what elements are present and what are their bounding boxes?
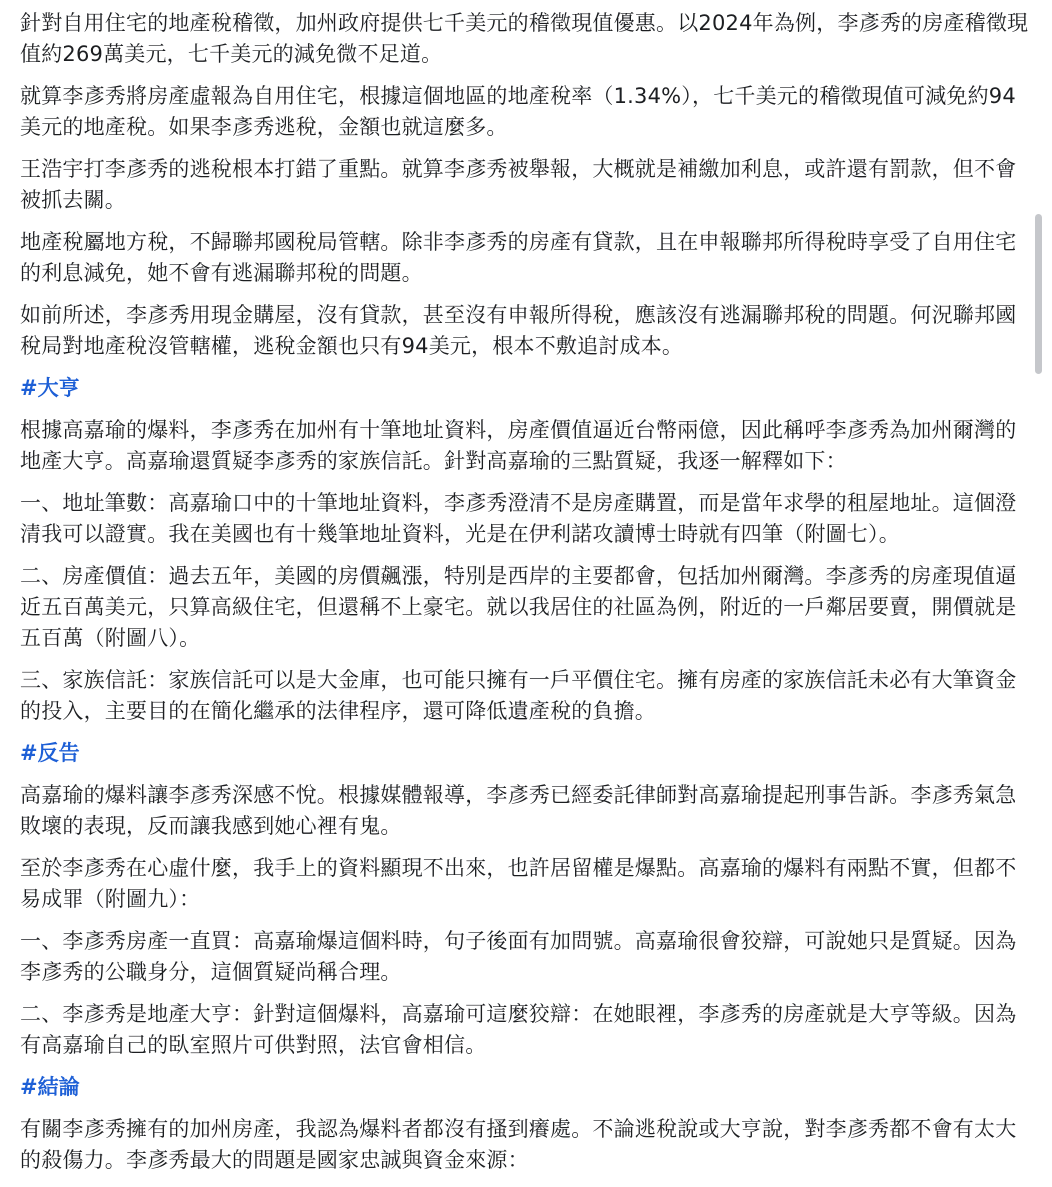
paragraph-tax-assessment: 針對自用住宅的地產稅稽徵，加州政府提供七千美元的稽徵現值優惠。以2024年為例，李彥秀的房產稽徵現值約269萬美元，七千美元的減免微不足道。: [20, 11, 1029, 66]
paragraph-cash-purchase: 如前所述，李彥秀用現金購屋，沒有貸款，甚至沒有申報所得稅，應該沒有逃漏聯邦稅的問題。何況聯邦國稅局對地產稅沒管轄權，逃稅金額也只有94美元，根本不敷追討成本。: [20, 303, 1017, 358]
paragraph-tax-rate: 就算李彥秀將房產虛報為自用住宅，根據這個地區的地產稅率（1.34%），七千美元的稽徵現值可減免約94美元的地產稅。如果李彥秀逃稅，金額也就這麼多。: [20, 84, 1016, 139]
paragraph-property-value: 二、房產價值：過去五年，美國的房價飆漲，特別是西岸的主要都會，包括加州爾灣。李彥秀的房產現值逼近五百萬美元，只算高級住宅，但還稱不上豪宅。就以我居住的社區為例，附近的一戶鄰居要賣，開價就是五百萬（附圖八）。: [20, 564, 1017, 650]
paragraph-local-tax: 地產稅屬地方稅，不歸聯邦國稅局管轄。除非李彥秀的房產有貸款，且在申報聯邦所得稅時享受了自用住宅的利息減免，她不會有逃漏聯邦稅的問題。: [20, 230, 1017, 285]
paragraph-lawsuit: 高嘉瑜的爆料讓李彥秀深感不悅。根據媒體報導，李彥秀已經委託律師對高嘉瑜提起刑事告訴。李彥秀氣急敗壞的表現，反而讓我感到她心裡有鬼。: [20, 783, 1017, 838]
hashtag-countersue[interactable]: #反告: [20, 741, 80, 765]
vertical-scrollbar-thumb[interactable]: [1035, 214, 1042, 374]
paragraph-point-two: 二、李彥秀是地產大亨：針對這個爆料，高嘉瑜可這麼狡辯：在她眼裡，李彥秀的房產就是大亨等級。因為有高嘉瑜自己的臥室照片可供對照，法官會相信。: [20, 1002, 1017, 1057]
paragraph-conclusion: 有關李彥秀擁有的加州房產，我認為爆料者都沒有搔到癢處。不論逃稅說或大亨說，對李彥秀都不會有太大的殺傷力。李彥秀最大的問題是國家忠誠與資金來源：: [20, 1117, 1017, 1172]
paragraph-tycoon-intro: 根據高嘉瑜的爆料，李彥秀在加州有十筆地址資料，房產價值逼近台幣兩億，因此稱呼李彥秀為加州爾灣的地產大亨。高嘉瑜還質疑李彥秀的家族信託。針對高嘉瑜的三點質疑，我逐一解釋如下：: [20, 418, 1017, 473]
paragraph-tax-evasion: 王浩宇打李彥秀的逃稅根本打錯了重點。就算李彥秀被舉報，大概就是補繳加利息，或許還有罰款，但不會被抓去關。: [20, 157, 1017, 212]
hashtag-tycoon[interactable]: #大亨: [20, 376, 80, 400]
hashtag-conclusion[interactable]: #結論: [20, 1075, 80, 1099]
paragraph-address-count: 一、地址筆數：高嘉瑜口中的十筆地址資料，李彥秀澄清不是房產購置，而是當年求學的租屋地址。這個澄清我可以證實。我在美國也有十幾筆地址資料，光是在伊利諾攻讀博士時就有四筆（附圖七）。: [20, 491, 1017, 546]
post-body: [20, 8, 1034, 1187]
paragraph-point-one: 一、李彥秀房產一直買：高嘉瑜爆這個料時，句子後面有加問號。高嘉瑜很會狡辯，可說她只是質疑。因為李彥秀的公職身分，這個質疑尚稱合理。: [20, 929, 1017, 984]
paragraph-family-trust: 三、家族信託：家族信託可以是大金庫，也可能只擁有一戶平價住宅。擁有房產的家族信託未必有大筆資金的投入，主要目的在簡化繼承的法律程序，還可降低遺產稅的負擔。: [20, 668, 1017, 723]
paragraph-residency: 至於李彥秀在心虛什麼，我手上的資料顯現不出來，也許居留權是爆點。高嘉瑜的爆料有兩點不實，但都不易成罪（附圖九）：: [20, 856, 1017, 911]
